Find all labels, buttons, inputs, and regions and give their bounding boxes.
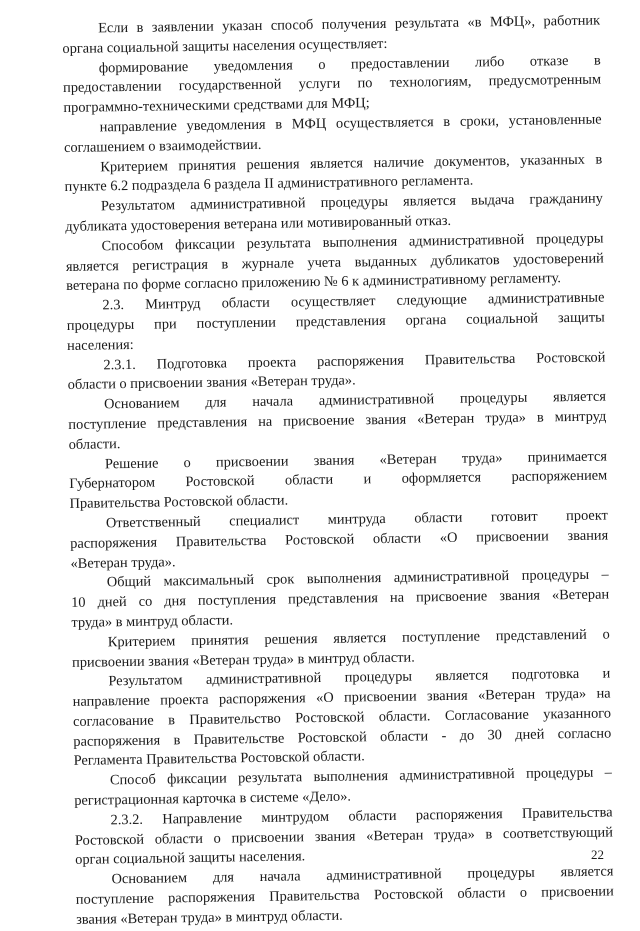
text-line: соглашением о взаимодействии. bbox=[63, 136, 262, 156]
text-line: области о присвоении звания «Ветеран труда». bbox=[67, 372, 356, 394]
text-line: звания «Ветеран труда» в минтруд области. bbox=[76, 907, 343, 928]
text-line: 10 дней со дня поступления представления на присвоение звания «Ветеран bbox=[71, 586, 610, 612]
text-line: формирование уведомления о предоставлении либо отказе в bbox=[98, 52, 601, 77]
text-line: 2.3.2. Направление минтрудом области распоряжения Правительства bbox=[110, 804, 613, 829]
text-line: Решение о присвоении звания «Ветеран труда» принимается bbox=[104, 448, 608, 472]
text-line: 2.3.1. Подготовка проекта распоряжения Правительства Ростовской bbox=[103, 349, 606, 373]
text-line: Правительства Ростовской области. bbox=[69, 492, 289, 513]
text-line: Ответственный специалист минтруда области готовит проект bbox=[105, 507, 608, 532]
text-line: органа социальной защиты населения осуществляет: bbox=[62, 35, 388, 57]
text-line: Способ фиксации результата выполнения административной процедуры – bbox=[109, 764, 613, 789]
document-body bbox=[62, 12, 614, 931]
text-line: распоряжения в Правительстве Ростовской области - до 30 дней согласно bbox=[73, 725, 612, 750]
text-line: 2.3. Минтруд области осуществляет следующие административные bbox=[102, 289, 605, 314]
text-line: Критерием принятия решения является поступление представлений о bbox=[107, 626, 610, 651]
text-line: орган социальной защиты населения. bbox=[75, 848, 306, 869]
text-line: Если в заявлении указан способ получения результата «в МФЦ», работник bbox=[98, 12, 601, 37]
text-line: согласование в Правительство Ростовской области. Согласование указанного bbox=[72, 705, 612, 730]
text-line: труда» в минтруд области. bbox=[71, 612, 234, 631]
text-line: направление проекта распоряжения «О присвоении звания «Ветеран труда» на bbox=[72, 685, 611, 711]
text-line: направление уведомления в МФЦ осуществляется в сроки, установленные bbox=[99, 111, 602, 136]
text-line: Общий максимальный срок выполнения административной процедуры – bbox=[106, 566, 609, 591]
text-line: ветерана по форме согласно приложению № 6 к административному регламенту. bbox=[66, 270, 562, 295]
text-line: Основанием для начала административной процедуры является bbox=[111, 863, 614, 888]
text-line: поступление распоряжения Правительства Ростовской области о присвоении bbox=[75, 883, 614, 908]
text-line: является регистрация в журнале учета выданных дубликатов удостоверений bbox=[65, 250, 604, 275]
text-line: области. bbox=[68, 435, 121, 453]
text-line: предоставлении государственной услуги по технологиям, предусмотренным bbox=[62, 71, 602, 97]
text-line: Губернатором Ростовской области и оформляется распоряжением bbox=[69, 467, 608, 493]
text-line: Основанием для начала административной процедуры является bbox=[103, 388, 607, 413]
text-line: Критерием принятия решения является наличие документов, указанных в bbox=[100, 151, 603, 175]
text-line: присвоении звания «Ветеран труда» в минтруд области. bbox=[71, 649, 415, 671]
text-line: процедуры при поступлении представления органа социальной защиты bbox=[66, 309, 605, 334]
page-number: 22 bbox=[591, 847, 604, 862]
text-line: «Ветеран труда». bbox=[70, 553, 176, 572]
text-line: дубликата удостоверения ветерана или мотивированный отказ. bbox=[65, 212, 452, 235]
text-line: пункте 6.2 подраздела 6 раздела II административного регламента. bbox=[64, 172, 474, 196]
text-line: Ростовской области о присвоении звания «Ветеран труда» в соответствующий bbox=[74, 824, 613, 849]
text-line: Способом фиксации результата выполнения административной процедуры bbox=[101, 230, 604, 255]
text-line: распоряжения Правительства Ростовской области «О присвоении звания bbox=[70, 527, 609, 552]
text-line: регистрационная карточка в системе «Дело». bbox=[74, 788, 352, 809]
text-line: поступление представления на присвоение звания «Ветеран труда» в минтруд bbox=[68, 408, 607, 433]
text-line: программно-техническими средствами для МФЦ; bbox=[63, 95, 370, 117]
text-line: Результатом административной процедуры является выдача гражданину bbox=[100, 190, 603, 215]
text-line: населения: bbox=[66, 336, 134, 354]
text-line: Результатом административной процедуры является подготовка и bbox=[108, 665, 611, 690]
text-line: Регламента Правительства Ростовской области. bbox=[73, 748, 365, 770]
